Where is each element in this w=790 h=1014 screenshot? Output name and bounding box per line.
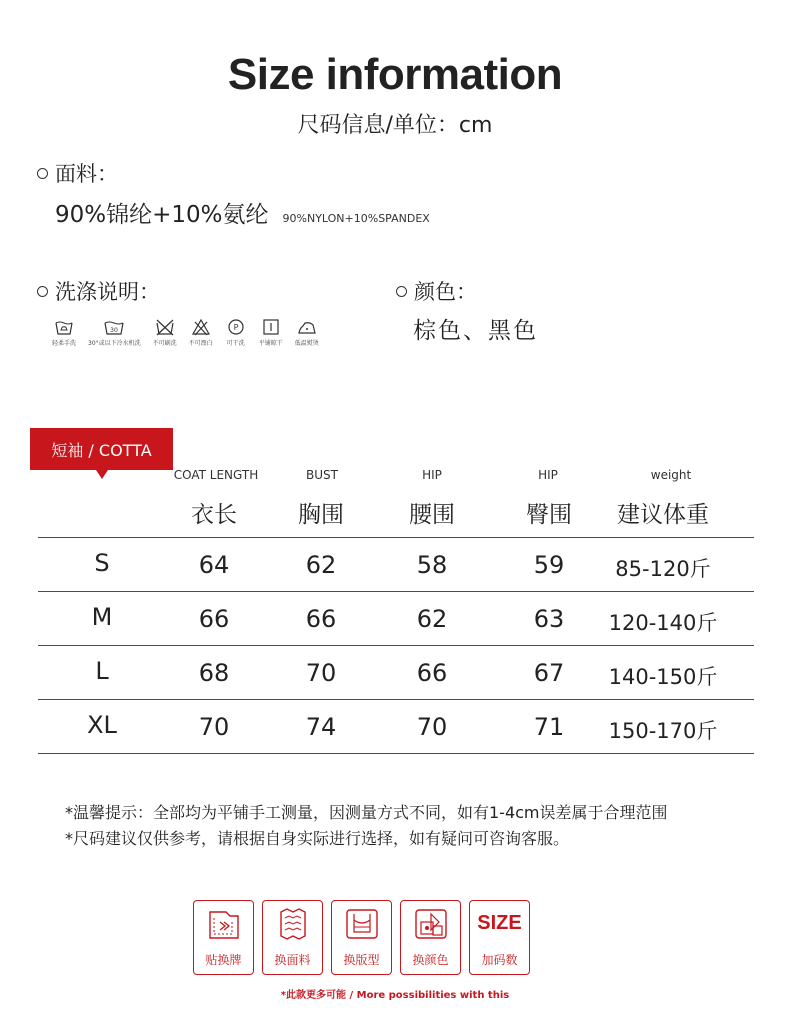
table-cell: 140-150斤 [608, 665, 718, 689]
flat-dry-icon [260, 318, 282, 336]
col-header-en: HIP [422, 468, 442, 482]
col-header-cn: 腰围 [409, 502, 455, 528]
table-tag: 短袖 / COTTA [30, 428, 173, 470]
table-cell: 66 [198, 605, 230, 633]
size-cell: XL [87, 711, 117, 739]
table-cell: 70 [305, 659, 337, 687]
page-subtitle: 尺码信息/单位：cm [297, 113, 493, 138]
wash-item: 不可漂白 [189, 318, 213, 347]
table-cell: 74 [305, 713, 337, 741]
hand-wash-icon [53, 318, 75, 336]
page-title: Size information [227, 50, 563, 99]
wash-item: 平铺晾干 [259, 318, 283, 347]
table-cell: 62 [305, 551, 337, 579]
garment-shape-icon [342, 906, 382, 942]
wash-item: 30 30°或以下冷水机洗 [88, 318, 141, 347]
color-label: 颜色： [414, 280, 477, 304]
wash-30-icon [103, 318, 125, 336]
fabric-value-block [55, 196, 430, 229]
notes-block [65, 800, 668, 852]
badge-color: 换颜色 [400, 900, 461, 975]
table-cell: 66 [416, 659, 448, 687]
col-header-en: BUST [306, 468, 338, 482]
note-line: *尺码建议仅供参考，请根据自身实际进行选择，如有疑问可咨询客服。 [65, 829, 570, 848]
bullet-circle-icon [37, 286, 48, 297]
wash-item: P 可干洗 [225, 318, 247, 347]
washing-label: 洗涤说明： [55, 280, 160, 304]
col-header-cn: 臀围 [526, 502, 572, 528]
tag-swap-icon [204, 906, 244, 942]
fabric-icon [273, 906, 313, 942]
bullet-circle-icon [396, 286, 407, 297]
table-cell: 70 [416, 713, 448, 741]
tag-arrow-icon [96, 470, 108, 479]
col-header-cn: 建议体重 [617, 502, 709, 528]
fabric-section-label [37, 158, 118, 188]
table-cell: 67 [533, 659, 565, 687]
size-icon: SIZE [477, 912, 522, 934]
col-header-en: weight [650, 468, 692, 482]
table-cell: 58 [416, 551, 448, 579]
fabric-label: 面料： [55, 162, 118, 186]
table-cell: 70 [198, 713, 230, 741]
table-divider [38, 537, 754, 538]
table-cell: 62 [416, 605, 448, 633]
table-cell: 120-140斤 [608, 611, 718, 635]
note-line: *温馨提示：全部均为平铺手工测量，因测量方式不同，如有1-4cm误差属于合理范围 [65, 803, 668, 822]
table-cell: 66 [305, 605, 337, 633]
col-header-en: COAT LENGTH [173, 468, 259, 482]
table-cell: 150-170斤 [608, 719, 718, 743]
badge-fabric: 换面料 [262, 900, 323, 975]
table-cell: 68 [198, 659, 230, 687]
badge-tag-swap: 贴换牌 [193, 900, 254, 975]
no-bleach-icon [190, 318, 212, 336]
table-divider [38, 699, 754, 700]
size-cell: M [91, 603, 113, 631]
col-header-cn: 衣长 [191, 502, 237, 528]
fabric-value-en: 90%NYLON+10%SPANDEX [282, 212, 430, 225]
table-cell: 64 [198, 551, 230, 579]
badge-size: SIZE 加码数 [469, 900, 530, 975]
color-value: 棕色、黑色 [413, 318, 538, 344]
dry-clean-p-icon [225, 318, 247, 336]
badge-shape: 换版型 [331, 900, 392, 975]
wash-icons-row [52, 318, 331, 347]
size-cell: L [95, 657, 109, 685]
table-divider [38, 591, 754, 592]
wash-item: 轻柔手洗 [52, 318, 76, 347]
bullet-circle-icon [37, 168, 48, 179]
color-section-label [396, 276, 477, 306]
footer-note: *此款更多可能 / More possibilities with this [280, 990, 510, 1001]
table-divider [38, 645, 754, 646]
table-cell: 63 [533, 605, 565, 633]
wash-item: 低温熨烫 [295, 318, 319, 347]
low-iron-icon [296, 318, 318, 336]
washing-section-label [37, 276, 160, 306]
col-header-en: HIP [538, 468, 558, 482]
fabric-value: 90%锦纶+10%氨纶 [55, 202, 269, 228]
no-bleach-wash-icon [154, 318, 176, 336]
table-cell: 85-120斤 [615, 557, 711, 581]
col-header-cn: 胸围 [298, 502, 344, 528]
option-badges [193, 900, 538, 975]
table-divider [38, 753, 754, 754]
wash-item: 不可刷洗 [153, 318, 177, 347]
svg-text:30: 30 [110, 327, 119, 334]
svg-text:P: P [233, 323, 239, 332]
color-swatch-icon [411, 906, 451, 942]
size-cell: S [94, 549, 110, 577]
table-cell: 71 [533, 713, 565, 741]
table-cell: 59 [533, 551, 565, 579]
